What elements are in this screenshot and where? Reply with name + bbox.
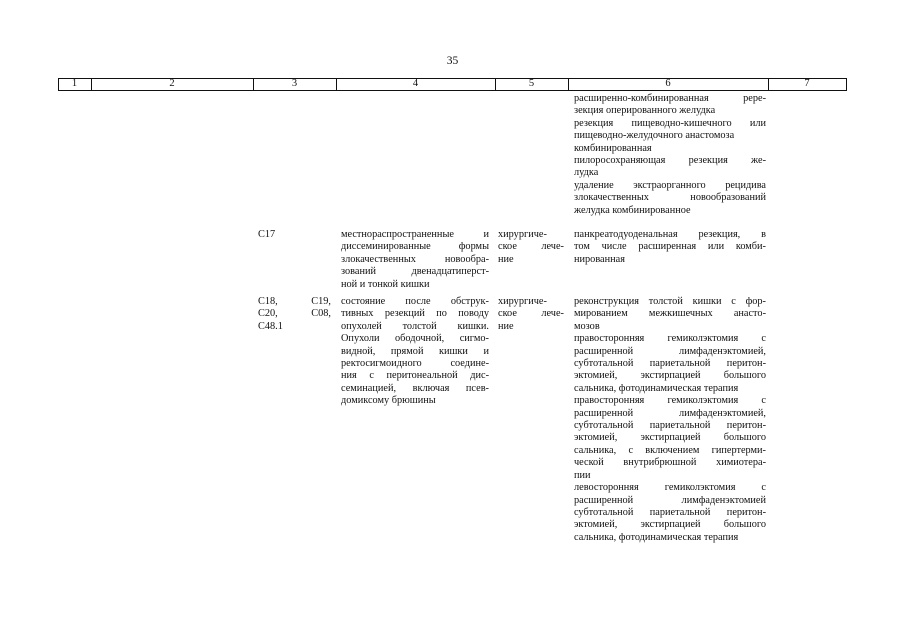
text-line: расширенной лимфаденэктомией, xyxy=(574,407,766,419)
text-line: комбинированная xyxy=(574,142,652,154)
text-line: мированием межкишечных анасто- xyxy=(574,308,766,320)
text-line: Опухоли ободочной, сигмо- xyxy=(341,333,489,345)
text-line: зекция оперированного желудка xyxy=(574,105,716,117)
column-header-1: 1 xyxy=(71,78,78,89)
column-header-5: 5 xyxy=(528,78,535,89)
text-line: злокачественных новообразований xyxy=(574,192,766,204)
text-line: правосторонняя гемиколэктомия с xyxy=(574,333,766,345)
text-line: диссеминированные формы xyxy=(341,241,489,253)
text-line: резекция пищеводно-кишечного или xyxy=(574,117,766,129)
text-line: сальника, фотодинамическая терапия xyxy=(574,382,739,394)
text-line: пии xyxy=(574,469,591,481)
icd-code: C48.1 xyxy=(258,320,283,332)
text-line: пилоросохраняющая резекция же- xyxy=(574,155,766,167)
text-line: эктомией, экстирпацией большого xyxy=(574,519,766,531)
text-line: левосторонняя гемиколэктомия с xyxy=(574,482,766,494)
icd-code: C17 xyxy=(258,229,276,240)
text-line: сальника, фотодинамическая терапия xyxy=(574,531,739,543)
column-header-7: 7 xyxy=(804,78,810,89)
text-line: хирургиче- xyxy=(498,229,547,240)
text-line: мозов xyxy=(574,320,600,332)
text-line: ректосигмоидного соедине- xyxy=(341,358,489,370)
text-line: субтотальной париетальной перитон- xyxy=(574,358,766,370)
text-line: видной, прямой кишки и xyxy=(341,345,489,357)
column-header-2: 2 xyxy=(169,78,175,89)
text-line: злокачественных новообра- xyxy=(341,253,489,265)
page-number: 35 xyxy=(446,55,459,67)
text-line: опухолей толстой кишки. xyxy=(341,320,489,332)
text-line: реконструкция толстой кишки с фор- xyxy=(574,296,766,307)
continued-methods-cell xyxy=(574,93,766,217)
text-line: расширенной лимфаденэктомией xyxy=(574,494,766,506)
text-line: местнораспространенные и xyxy=(341,229,489,240)
text-line: ское лече- xyxy=(498,308,564,320)
text-line: правосторонняя гемиколэктомия с xyxy=(574,395,766,407)
text-line: ния с перитонеальной дис- xyxy=(341,370,489,382)
table-header-rule xyxy=(58,90,847,91)
text-line: том числе расширенная или комби- xyxy=(574,241,766,253)
column-header-6: 6 xyxy=(665,78,671,89)
text-line: субтотальной париетальной перитон- xyxy=(574,420,766,432)
text-line: эктомией, экстирпацией большого xyxy=(574,432,766,444)
text-line: зований двенадцатиперст- xyxy=(341,266,489,278)
text-line: желудка комбинированное xyxy=(574,204,691,216)
text-line: ной и тонкой кишки xyxy=(341,278,430,290)
text-line: удаление экстраорганного рецидива xyxy=(574,179,766,191)
text-line: пищеводно-желудочного анастомоза xyxy=(574,130,735,142)
icd-code: C08, xyxy=(311,308,331,320)
icd-code: C20, xyxy=(258,308,278,320)
column-divider xyxy=(846,78,847,90)
text-line: домиксому брюшины xyxy=(341,395,436,407)
methods-cell xyxy=(574,229,766,266)
text-line: панкреатодуоденальная резекция, в xyxy=(574,229,766,240)
text-line: эктомией, экстирпацией большого xyxy=(574,370,766,382)
column-header-3: 3 xyxy=(291,78,298,89)
text-line: состояние после обструк- xyxy=(341,296,489,307)
icd-code: C18, xyxy=(258,296,278,307)
text-line: сальника, с включением гипертерми- xyxy=(574,444,766,456)
icd-code: C19, xyxy=(311,296,331,307)
text-line: расширенно-комбинированная рере- xyxy=(574,93,766,104)
condition-cell xyxy=(341,229,489,291)
condition-cell xyxy=(341,296,489,408)
text-line: тивных резекций по поводу xyxy=(341,308,489,320)
text-line: нированная xyxy=(574,253,625,265)
text-line: хирургиче- xyxy=(498,296,547,307)
text-line: семинацией, включая псев- xyxy=(341,382,489,394)
text-line: расширенной лимфаденэктомией, xyxy=(574,345,766,357)
treatment-type-cell xyxy=(498,229,564,266)
text-line: лудка xyxy=(574,167,599,179)
column-header-4: 4 xyxy=(412,78,419,89)
text-line: ческой внутрибрюшной химиотера- xyxy=(574,457,766,469)
text-line: ское лече- xyxy=(498,241,564,253)
text-line: ние xyxy=(498,320,514,332)
text-line: ние xyxy=(498,253,514,265)
icd-codes xyxy=(258,296,331,333)
text-line: субтотальной париетальной перитон- xyxy=(574,506,766,518)
methods-cell xyxy=(574,296,766,544)
treatment-type-cell xyxy=(498,296,564,333)
